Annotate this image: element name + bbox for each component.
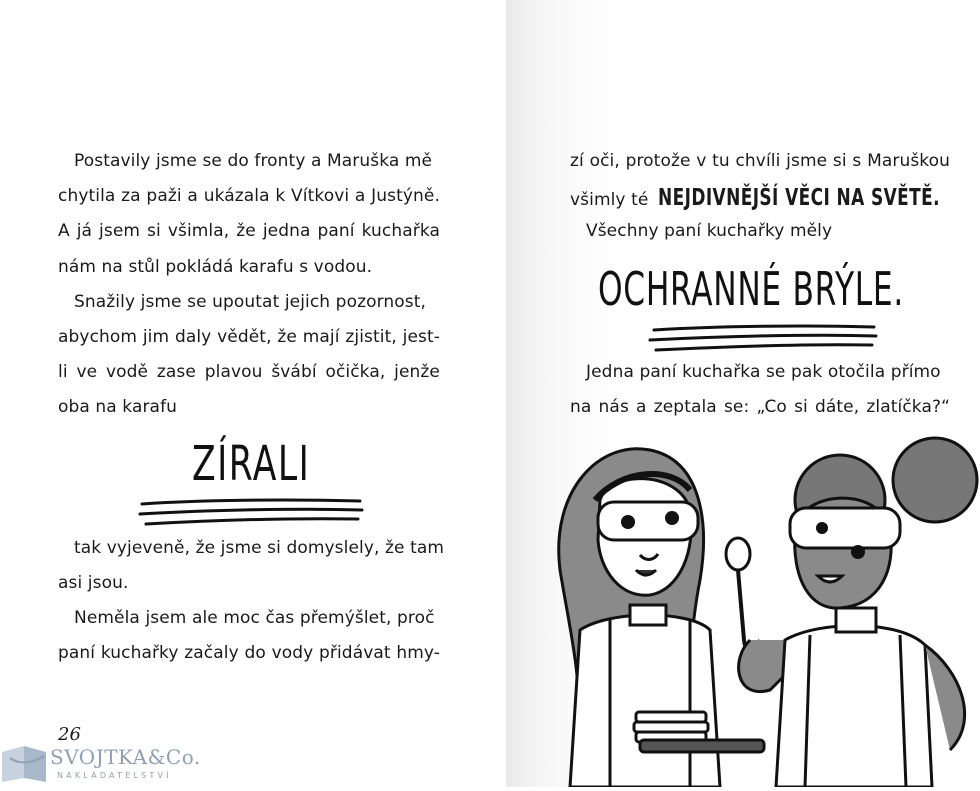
text-line: Snažily jsme se upoutat jejich pozornost, bbox=[74, 292, 426, 312]
text-line: Postavily jsme se do fronty a Maruška mě bbox=[74, 151, 433, 171]
text-line: Všechny paní kuchařky měly bbox=[586, 221, 833, 241]
text-span: všimly té bbox=[570, 190, 649, 210]
publisher-name: SVOJTKA&Co. bbox=[50, 745, 201, 769]
text-line: Neměla jsem ale moc čas přemýšlet, proč bbox=[74, 608, 435, 628]
page-number: 26 bbox=[58, 724, 81, 745]
text-line: Jedna paní kuchařka se pak otočila přímo bbox=[586, 362, 941, 382]
emphasis-word: OCHRANNÉ BRÝLE. bbox=[598, 262, 904, 316]
text-line: li ve vodě zase plavou švábí očička, jenže bbox=[58, 362, 440, 382]
emphasis-word: ZÍRALI bbox=[192, 436, 311, 492]
emphasis-phrase: NEJDIVNĚJŠÍ VĚCI NA SVĚTĚ. bbox=[657, 185, 940, 211]
text-line bbox=[570, 185, 980, 211]
emphasis-underline bbox=[648, 322, 878, 356]
text-line: na nás a zeptala se: „Co si dáte, zlatíčka?“ bbox=[570, 397, 950, 417]
text-line: A já jsem si všimla, že jedna paní kuchařka bbox=[58, 221, 440, 241]
text-line: tak vyjeveně, že jsme si domyslely, že tam bbox=[74, 538, 445, 558]
text-line: nám na stůl pokládá karafu s vodou. bbox=[58, 257, 373, 277]
text-line: chytila za paži a ukázala k Vítkovi a Justýně. bbox=[58, 186, 440, 206]
text-line: paní kuchařky začaly do vody přidávat hmy- bbox=[58, 643, 440, 663]
emphasis-underline bbox=[138, 496, 364, 530]
publisher-subtitle: NAKLADATELSTVÍ bbox=[57, 771, 172, 780]
text-line: zí oči, protože v tu chvíli jsme si s Maruškou bbox=[570, 151, 950, 171]
text-line: oba na karafu bbox=[58, 397, 178, 417]
text-line: asi jsou. bbox=[58, 573, 129, 593]
text-line: abychom jim daly vědět, že mají zjistit, jest- bbox=[58, 327, 440, 347]
cooks-illustration bbox=[540, 430, 980, 791]
